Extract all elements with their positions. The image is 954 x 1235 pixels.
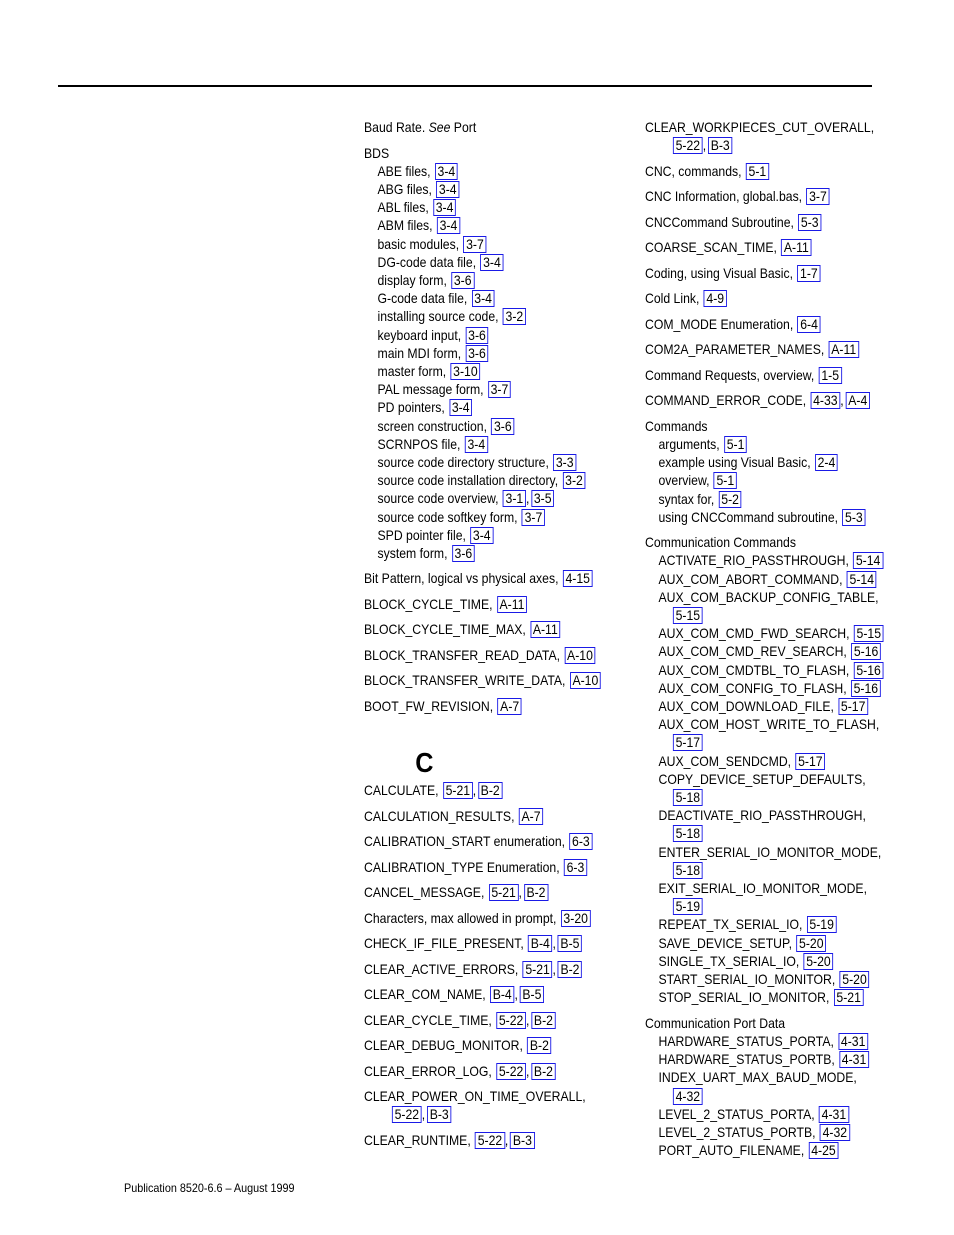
index-entry: [364, 782, 601, 800]
page-reference-link[interactable]: 4-33: [810, 392, 840, 409]
index-subentry: [645, 662, 884, 680]
reference-separator: ,: [525, 491, 530, 507]
page-reference-link[interactable]: 5-17: [673, 734, 703, 751]
index-entry: [364, 884, 601, 902]
index-term: BOOT_FW_REVISION,: [364, 698, 497, 714]
index-subentry: [645, 436, 884, 454]
index-term: system form,: [377, 545, 451, 561]
index-entry: [364, 621, 601, 639]
page-reference-link[interactable]: B-5: [520, 986, 544, 1003]
index-term: AUX_COM_CONFIG_TO_FLASH,: [658, 680, 851, 696]
page-reference-link[interactable]: A-10: [570, 672, 601, 689]
page-reference-link[interactable]: 5-21: [443, 782, 473, 799]
page-reference-link[interactable]: 5-2: [719, 491, 742, 508]
index-subentry: [645, 509, 884, 527]
page-reference-link[interactable]: 5-14: [853, 552, 883, 569]
index-subentry: [364, 436, 601, 454]
page-reference-link[interactable]: 5-3: [798, 214, 821, 231]
index-term: ABM files,: [377, 218, 436, 234]
index-term: DG-code data file,: [377, 254, 480, 270]
index-column-right: [645, 119, 884, 1160]
index-term: CLEAR_CYCLE_TIME,: [364, 1012, 496, 1028]
index-term: Baud Rate.: [364, 120, 429, 135]
page-reference-link[interactable]: B-5: [558, 935, 582, 952]
page-reference-link[interactable]: 3-4: [470, 527, 493, 544]
page-reference-link[interactable]: 4-25: [809, 1142, 839, 1159]
reference-separator: ,: [526, 1012, 530, 1028]
index-term: BLOCK_CYCLE_TIME,: [364, 596, 496, 612]
index-entry: [364, 833, 601, 851]
page-reference-link[interactable]: 5-16: [854, 662, 884, 679]
see-reference: See: [428, 120, 451, 135]
index-subentry: [364, 308, 601, 326]
reference-separator: ,: [552, 936, 556, 952]
index-entry: [645, 418, 884, 436]
index-subentry: [645, 643, 884, 661]
page-reference-link[interactable]: 3-6: [465, 327, 488, 344]
index-entry: [364, 1012, 601, 1030]
index-term: keyboard input,: [377, 327, 465, 343]
index-entry: [364, 808, 601, 826]
index-subentry: [364, 490, 601, 508]
index-term: PAL message form,: [377, 382, 487, 398]
index-subentry: [364, 217, 601, 235]
index-subentry: [645, 953, 884, 971]
reference-separator: ,: [702, 138, 707, 154]
index-subentry: [645, 552, 884, 570]
page-reference-link[interactable]: 5-17: [838, 698, 868, 715]
index-subentry: [645, 989, 884, 1007]
page-reference-link[interactable]: 1-7: [797, 265, 820, 282]
page-reference-link[interactable]: 3-2: [503, 308, 526, 325]
page-reference-link[interactable]: 4-31: [839, 1051, 869, 1068]
index-term: AUX_COM_SENDCMD,: [658, 753, 795, 769]
index-entry: [364, 1088, 601, 1106]
index-term: Cold Link,: [645, 291, 703, 307]
index-subentry: [364, 272, 601, 290]
page-reference-link[interactable]: 3-3: [553, 454, 576, 471]
page-reference-link[interactable]: 3-6: [491, 418, 514, 435]
page-reference-link[interactable]: 5-22: [496, 1012, 526, 1029]
page-reference-link[interactable]: 5-19: [673, 898, 703, 915]
page-reference-link[interactable]: A-7: [519, 808, 543, 825]
index-term: DEACTIVATE_RIO_PASSTHROUGH,: [658, 808, 866, 824]
index-entry: [364, 859, 601, 877]
index-term: LEVEL_2_STATUS_PORTA,: [658, 1106, 819, 1122]
index-term: AUX_COM_DOWNLOAD_FILE,: [658, 699, 838, 715]
page-reference-link[interactable]: A-11: [781, 239, 811, 256]
index-letter-heading: C: [415, 747, 434, 779]
page-reference-link[interactable]: B-2: [531, 1063, 555, 1080]
page-reference-link[interactable]: 5-18: [673, 862, 703, 879]
index-subentry: [364, 236, 601, 254]
index-subentry: [645, 1124, 884, 1142]
index-term: STOP_SERIAL_IO_MONITOR,: [658, 990, 833, 1006]
page-reference-link[interactable]: 3-1: [503, 490, 526, 507]
index-term: ENTER_SERIAL_IO_MONITOR_MODE,: [658, 844, 882, 860]
index-subentry: [364, 181, 601, 199]
page-reference-link[interactable]: 3-4: [465, 436, 488, 453]
index-term: INDEX_UART_MAX_BAUD_MODE,: [658, 1070, 857, 1086]
index-entry: [645, 367, 884, 385]
reference-separator: ,: [514, 987, 518, 1003]
index-term: BLOCK_CYCLE_TIME_MAX,: [364, 622, 530, 638]
page-reference-link[interactable]: A-11: [530, 621, 560, 638]
page-reference-link[interactable]: 5-22: [673, 137, 703, 154]
reference-separator: ,: [526, 1063, 530, 1079]
page-reference-link[interactable]: 3-4: [436, 181, 459, 198]
index-term: Coding, using Visual Basic,: [645, 265, 797, 281]
page-reference-link[interactable]: 3-7: [463, 236, 486, 253]
page-reference-link[interactable]: 3-4: [480, 254, 503, 271]
index-term: screen construction,: [377, 418, 491, 434]
page-reference-link[interactable]: 3-6: [465, 345, 488, 362]
reference-separator: ,: [840, 393, 844, 409]
index-subentry: [645, 935, 884, 953]
index-term: CLEAR_POWER_ON_TIME_OVERALL,: [364, 1089, 586, 1105]
index-term: COM_MODE Enumeration,: [645, 316, 797, 332]
page-reference-link[interactable]: B-2: [531, 1012, 555, 1029]
index-term: CLEAR_ERROR_LOG,: [364, 1063, 496, 1079]
index-term: source code softkey form,: [377, 509, 521, 525]
index-term: REPEAT_TX_SERIAL_IO,: [658, 917, 806, 933]
index-subentry: [645, 807, 884, 825]
page-reference-link[interactable]: 3-10: [450, 363, 480, 380]
index-continuation: [364, 1106, 601, 1124]
index-subentry: [364, 509, 601, 527]
page-reference-link[interactable]: 6-4: [798, 316, 821, 333]
index-term: Characters, max allowed in prompt,: [364, 910, 560, 926]
index-entry: [364, 647, 601, 665]
page-reference-link[interactable]: 5-16: [851, 680, 881, 697]
index-term: SPD pointer file,: [377, 527, 470, 543]
index-entry: [645, 534, 884, 552]
index-term: main MDI form,: [377, 345, 465, 361]
index-subentry: [645, 716, 884, 734]
index-subentry: [645, 753, 884, 771]
index-entry: [645, 341, 884, 359]
index-subentry: [645, 1033, 884, 1051]
index-entry: [645, 119, 884, 137]
page-reference-link[interactable]: 5-15: [673, 607, 703, 624]
page-reference-link[interactable]: 3-4: [437, 217, 460, 234]
page-reference-link[interactable]: 1-5: [819, 367, 842, 384]
reference-separator: ,: [504, 1132, 509, 1148]
index-term: PORT_AUTO_FILENAME,: [658, 1143, 808, 1159]
index-continuation: [645, 789, 884, 807]
page-reference-link[interactable]: 3-4: [433, 199, 456, 216]
index-subentry: [364, 254, 601, 272]
index-entry: [645, 214, 884, 232]
page-reference-link[interactable]: 5-21: [489, 884, 519, 901]
page-reference-link[interactable]: B-2: [524, 884, 548, 901]
index-subentry: [364, 327, 601, 345]
page-reference-link[interactable]: 5-1: [746, 163, 769, 180]
index-term: CANCEL_MESSAGE,: [364, 885, 488, 901]
index-subentry: [364, 527, 601, 545]
page-reference-link[interactable]: B-4: [490, 986, 514, 1003]
index-term: CNCCommand Subroutine,: [645, 214, 798, 230]
page-reference-link[interactable]: 6-3: [564, 859, 587, 876]
index-term: source code overview,: [377, 491, 502, 507]
index-term: HARDWARE_STATUS_PORTB,: [658, 1052, 839, 1068]
index-continuation: [645, 862, 884, 880]
page-reference-link[interactable]: 4-32: [673, 1088, 703, 1105]
reference-separator: ,: [421, 1107, 426, 1123]
page-reference-link[interactable]: A-7: [497, 698, 521, 715]
reference-separator: ,: [552, 961, 556, 977]
index-entry: [645, 163, 884, 181]
page-reference-link[interactable]: 3-4: [435, 163, 458, 180]
index-subentry: [645, 625, 884, 643]
index-term: basic modules,: [377, 236, 463, 252]
index-term: SCRNPOS file,: [377, 436, 464, 452]
page-reference-link[interactable]: 5-21: [523, 961, 553, 978]
page-reference-link[interactable]: 6-3: [569, 833, 592, 850]
index-entry: [364, 596, 601, 614]
page-reference-link[interactable]: 3-7: [522, 509, 545, 526]
index-entry: [364, 1037, 601, 1055]
reference-separator: ,: [518, 885, 522, 901]
index-entry: [645, 239, 884, 257]
index-entry: [364, 570, 601, 588]
index-term: display form,: [377, 272, 451, 288]
index-subentry: [645, 680, 884, 698]
index-entry: [364, 698, 601, 716]
page-reference-link[interactable]: 5-14: [847, 571, 877, 588]
page-reference-link[interactable]: 4-15: [563, 570, 593, 587]
index-subentry: [645, 844, 884, 862]
index-term: Communication Port Data: [645, 1015, 786, 1031]
index-subentry: [364, 418, 601, 436]
page-reference-link[interactable]: 3-7: [488, 381, 511, 398]
index-entry: [645, 265, 884, 283]
index-term: syntax for,: [658, 491, 718, 507]
index-entry: [645, 1015, 884, 1033]
index-entry: [645, 392, 884, 410]
index-term: installing source code,: [377, 309, 502, 325]
page-reference-link[interactable]: 3-6: [451, 272, 474, 289]
page-reference-link[interactable]: 5-1: [714, 472, 737, 489]
index-term: AUX_COM_HOST_WRITE_TO_FLASH,: [658, 717, 880, 733]
page-reference-link[interactable]: 3-20: [561, 910, 591, 927]
index-term: CNC Information, global.bas,: [645, 189, 806, 205]
index-term: SAVE_DEVICE_SETUP,: [658, 935, 796, 951]
index-term: BLOCK_TRANSFER_READ_DATA,: [364, 647, 564, 663]
page-reference-link[interactable]: 5-22: [475, 1132, 505, 1149]
index-term: source code installation directory,: [377, 473, 562, 489]
index-subentry: [645, 571, 884, 589]
index-term: START_SERIAL_IO_MONITOR,: [658, 972, 839, 988]
index-subentry: [645, 1051, 884, 1069]
page-reference-link[interactable]: 4-31: [819, 1106, 849, 1123]
page-reference-link[interactable]: 5-1: [724, 436, 747, 453]
page-reference-link[interactable]: 5-15: [854, 625, 884, 642]
index-continuation: [645, 898, 884, 916]
index-subentry: [645, 1106, 884, 1124]
index-term: source code directory structure,: [377, 454, 553, 470]
index-column-left: [364, 119, 601, 1150]
index-entry: [364, 145, 601, 163]
index-subentry: [364, 454, 601, 472]
see-target: Port: [450, 120, 477, 135]
index-term: CNC, commands,: [645, 163, 745, 179]
page-reference-link[interactable]: 5-3: [842, 509, 865, 526]
index-term: CALCULATION_RESULTS,: [364, 808, 518, 824]
reference-separator: ,: [472, 783, 477, 799]
page-reference-link[interactable]: 4-9: [704, 290, 727, 307]
index-subentry: [645, 971, 884, 989]
page-reference-link[interactable]: B-3: [427, 1106, 451, 1123]
index-continuation: [645, 825, 884, 843]
index-continuation: [645, 607, 884, 625]
index-subentry: [364, 545, 601, 563]
index-continuation: [645, 137, 884, 155]
page-reference-link[interactable]: A-11: [497, 596, 527, 613]
index-continuation: [645, 734, 884, 752]
index-entry: [645, 316, 884, 334]
index-term: Command Requests, overview,: [645, 367, 818, 383]
index-subentry: [645, 472, 884, 490]
footer-publication: Publication 8520-6.6 – August 1999: [124, 1181, 295, 1195]
index-subentry: [364, 363, 601, 381]
index-term: BDS: [364, 145, 390, 161]
page-reference-link[interactable]: 3-7: [806, 188, 829, 205]
index-subentry: [645, 771, 884, 789]
index-term: AUX_COM_BACKUP_CONFIG_TABLE,: [658, 589, 879, 605]
page-reference-link[interactable]: 5-22: [392, 1106, 422, 1123]
page-reference-link[interactable]: 5-19: [807, 916, 837, 933]
index-subentry: [645, 916, 884, 934]
page-reference-link[interactable]: 3-5: [531, 490, 554, 507]
index-entry: [364, 119, 601, 137]
index-term: COM2A_PARAMETER_NAMES,: [645, 342, 828, 358]
index-term: BLOCK_TRANSFER_WRITE_DATA,: [364, 673, 569, 689]
index-term: AUX_COM_CMD_FWD_SEARCH,: [658, 626, 853, 642]
index-subentry: [645, 589, 884, 607]
index-entry: [364, 961, 601, 979]
index-subentry: [364, 381, 601, 399]
page-reference-link[interactable]: 3-4: [472, 290, 495, 307]
index-subentry: [645, 1069, 884, 1087]
index-term: PD pointers,: [377, 400, 449, 416]
page-reference-link[interactable]: B-3: [510, 1132, 534, 1149]
index-term: COPY_DEVICE_SETUP_DEFAULTS,: [658, 771, 866, 787]
index-term: CLEAR_COM_NAME,: [364, 987, 490, 1003]
index-term: G-code data file,: [377, 291, 471, 307]
index-entry: [364, 910, 601, 928]
index-entry: [364, 935, 601, 953]
index-term: overview,: [658, 473, 713, 489]
page-reference-link[interactable]: 5-18: [673, 789, 703, 806]
index-term: CHECK_IF_FILE_PRESENT,: [364, 936, 528, 952]
index-term: using CNCCommand subroutine,: [658, 509, 842, 525]
index-term: CALCULATE,: [364, 783, 442, 799]
index-term: CLEAR_ACTIVE_ERRORS,: [364, 961, 522, 977]
index-term: CALIBRATION_START enumeration,: [364, 834, 569, 850]
index-term: AUX_COM_CMD_REV_SEARCH,: [658, 644, 851, 660]
page-reference-link[interactable]: 5-21: [834, 989, 864, 1006]
index-term: CALIBRATION_TYPE Enumeration,: [364, 859, 563, 875]
page-reference-link[interactable]: A-11: [829, 341, 859, 358]
index-subentry: [645, 491, 884, 509]
index-term: ABL files,: [377, 200, 433, 216]
index-term: EXIT_SERIAL_IO_MONITOR_MODE,: [658, 881, 868, 897]
index-entry: [645, 290, 884, 308]
index-term: AUX_COM_CMDTBL_TO_FLASH,: [658, 662, 853, 678]
index-entry: [364, 986, 601, 1004]
index-term: CLEAR_RUNTIME,: [364, 1132, 475, 1148]
index-term: master form,: [377, 363, 450, 379]
page-reference-link[interactable]: B-3: [708, 137, 732, 154]
page-reference-link[interactable]: B-2: [558, 961, 582, 978]
index-term: AUX_COM_ABORT_COMMAND,: [658, 571, 846, 587]
page-reference-link[interactable]: A-10: [564, 647, 595, 664]
page-reference-link[interactable]: 4-31: [838, 1033, 868, 1050]
page-reference-link[interactable]: 5-22: [496, 1063, 526, 1080]
index-continuation: [645, 1088, 884, 1106]
index-subentry: [364, 345, 601, 363]
index-entry: [364, 672, 601, 690]
index-term: SINGLE_TX_SERIAL_IO,: [658, 953, 803, 969]
index-entry: [364, 1063, 601, 1081]
index-term: HARDWARE_STATUS_PORTA,: [658, 1034, 838, 1049]
index-term: LEVEL_2_STATUS_PORTB,: [658, 1125, 819, 1141]
index-subentry: [364, 290, 601, 308]
index-subentry: [364, 163, 601, 181]
index-subentry: [645, 880, 884, 898]
index-entry: [645, 188, 884, 206]
index-subentry: [645, 1142, 884, 1160]
page-reference-link[interactable]: 3-4: [449, 399, 472, 416]
index-subentry: [645, 698, 884, 716]
page-reference-link[interactable]: A-4: [846, 392, 870, 409]
index-term: ABE files,: [377, 163, 434, 179]
index-subentry: [364, 399, 601, 417]
page-reference-link[interactable]: 5-16: [851, 643, 881, 660]
index-term: ACTIVATE_RIO_PASSTHROUGH,: [658, 553, 853, 569]
index-term: CLEAR_WORKPIECES_CUT_OVERALL,: [645, 120, 875, 135]
index-entry: [364, 1132, 601, 1150]
index-term: COARSE_SCAN_TIME,: [645, 240, 781, 256]
index-term: Communication Commands: [645, 535, 796, 551]
index-term: arguments,: [658, 436, 724, 452]
page-reference-link[interactable]: B-2: [478, 782, 502, 799]
page-reference-link[interactable]: 5-17: [795, 753, 825, 770]
page-reference-link[interactable]: 3-2: [562, 472, 585, 489]
page-reference-link[interactable]: 5-20: [804, 953, 834, 970]
index-subentry: [364, 199, 601, 217]
index-term: Bit Pattern, logical vs physical axes,: [364, 571, 562, 587]
page-reference-link[interactable]: 5-20: [840, 971, 870, 988]
index-term: COMMAND_ERROR_CODE,: [645, 393, 810, 409]
index-subentry: [645, 454, 884, 472]
index-term: ABG files,: [377, 181, 436, 197]
header-rule: [58, 85, 872, 87]
index-term: Commands: [645, 418, 708, 434]
page-reference-link[interactable]: 2-4: [815, 454, 838, 471]
page-reference-link[interactable]: B-4: [528, 935, 552, 952]
page-reference-link[interactable]: 5-18: [673, 825, 703, 842]
index-subentry: [364, 472, 601, 490]
page-reference-link[interactable]: 3-6: [452, 545, 475, 562]
page-reference-link[interactable]: B-2: [527, 1037, 551, 1054]
index-term: example using Visual Basic,: [658, 455, 815, 471]
page-reference-link[interactable]: 4-32: [820, 1124, 850, 1141]
page-reference-link[interactable]: 5-20: [796, 935, 826, 952]
index-term: CLEAR_DEBUG_MONITOR,: [364, 1038, 527, 1054]
